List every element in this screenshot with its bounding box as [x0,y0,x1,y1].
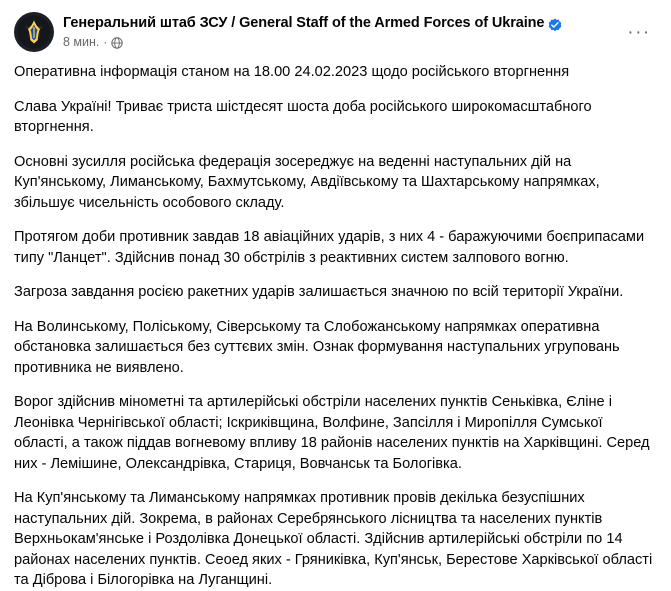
meta-separator: · [103,35,108,49]
post-body [14,62,657,591]
post-paragraph: Слава Україні! Триває триста шістдесят шоста доба російського широкомасштабного вторгнення. [14,98,592,135]
post-meta [63,35,562,50]
post-paragraph: На Куп'янському та Лиманському напрямках противник провів декілька безуспішних наступальних дій. Зокрема, в районах Серебрянського лісництва та населених пунктів Верхньокам'янське і Роздолівка Донецької області. Здійснив артилерійські обстріли по 14 районах населених пунктів. Сеоед яких - Гряниківка, Куп'янськ, Берестове Харківської області та Діброва і Білогорівка на Луганщині. [14,490,653,588]
verified-badge-icon [548,18,562,32]
post-paragraph: Оперативна інформація станом на 18.00 24.02.2023 щодо російського вторгнення [14,64,570,80]
page-name[interactable]: Генеральний штаб ЗСУ / General Staff of the Armed Forces of Ukraine [63,15,545,31]
post-options-menu-icon[interactable]: ··· [627,21,651,43]
general-staff-emblem-icon [17,15,51,49]
post-paragraph: Загроза завдання росією ракетних ударів залишається значною по всій території України. [14,284,624,300]
post-header [14,12,657,52]
post-paragraph: Основні зусилля російська федерація зосереджує на веденні наступальних дій на Куп'янському, Лиманському, Бахмутському, Авдіївському та Шахтарському напрямках, збільшує чисельність особового складу. [14,153,600,211]
post-paragraph: Ворог здійснив мінометні та артилерійські обстріли населених пунктів Сеньківка, Єліне і Леонівка Чернігівської області; Іскриківщина, Волфине, Запсілля і Миропілля Сумської області, а також піддав вогневому впливу 18 районів населених пунктів на Харківщині. Серед них - Лемішине, Олександрівка, Стариця, Вовчанськ та Бологівка. [14,394,650,472]
post-timestamp[interactable]: 8 мин. [63,35,100,49]
avatar[interactable] [14,12,54,52]
post-paragraph: Протягом доби противник завдав 18 авіаційних ударів, з них 4 - баражуючими боєприпасами типу "Ланцет". Здійснив понад 30 обстрілів з реактивних систем залпового вогню. [14,229,645,266]
globe-icon[interactable] [111,37,123,49]
post-header-text [63,12,562,52]
page-name-row [63,15,562,32]
post-paragraph: На Волинському, Поліському, Сіверському та Слобожанському напрямках оперативна обстановка залишається без суттєвих змін. Ознак формування наступальних угруповань противника не виявлено. [14,318,620,376]
